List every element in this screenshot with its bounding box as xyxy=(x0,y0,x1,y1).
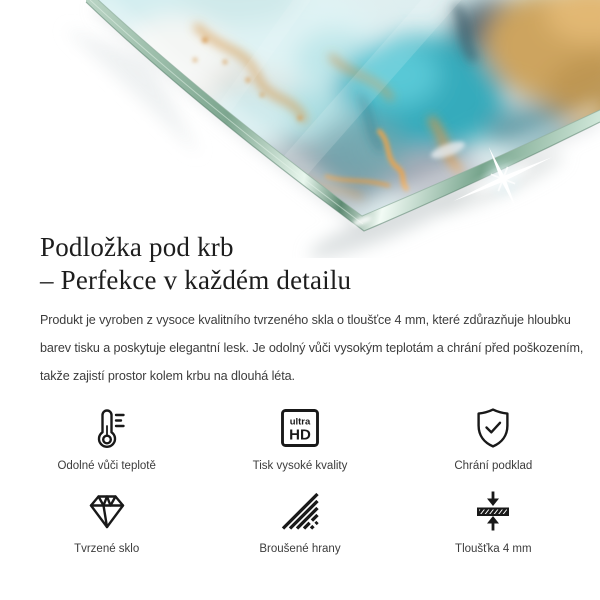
features-grid xyxy=(10,406,590,556)
feature-label: Chrání podklad xyxy=(454,460,533,472)
feature-protects-floor xyxy=(397,406,590,473)
feature-tempered-glass xyxy=(10,489,203,556)
thermometer-icon xyxy=(85,406,129,450)
feature-label: Tloušťka 4 mm xyxy=(455,543,532,555)
feature-label: Broušené hrany xyxy=(259,543,341,555)
product-description xyxy=(40,306,585,390)
ultra-hd-badge-bottom: HD xyxy=(289,426,311,444)
page-title-line-1: Podložka pod krb xyxy=(40,232,234,262)
feature-heat-resistant xyxy=(10,406,203,473)
page-title xyxy=(40,231,351,297)
product-photo xyxy=(0,0,600,258)
feature-thickness xyxy=(397,489,590,556)
beveled-edges-icon xyxy=(278,489,322,533)
feature-label: Odolné vůči teplotě xyxy=(57,460,156,472)
description-line: takže zajistí prostor kolem krbu na dlouhá léta. xyxy=(40,369,295,383)
feature-ground-edges xyxy=(203,489,396,556)
feature-label: Tvrzené sklo xyxy=(74,543,140,555)
page-title-line-2: – Perfekce v každém detailu xyxy=(40,265,352,295)
ultra-hd-badge-top: ultra xyxy=(289,416,311,428)
glass-plate-illustration xyxy=(0,0,600,258)
ultra-hd-icon xyxy=(278,406,322,450)
diamond-icon xyxy=(85,489,129,533)
description-line: Produkt je vyroben z vysoce kvalitního tvrzeného skla o tloušťce 4 mm, které zdůrazňuje hloubku xyxy=(40,313,571,327)
shield-check-icon xyxy=(471,406,515,450)
feature-print-quality xyxy=(203,406,396,473)
feature-label: Tisk vysoké kvality xyxy=(252,460,348,472)
description-line: barev tisku a poskytuje elegantní lesk. Je odolný vůči vysokým teplotám a chrání před poškozením, xyxy=(40,341,584,355)
thickness-icon xyxy=(471,489,515,533)
